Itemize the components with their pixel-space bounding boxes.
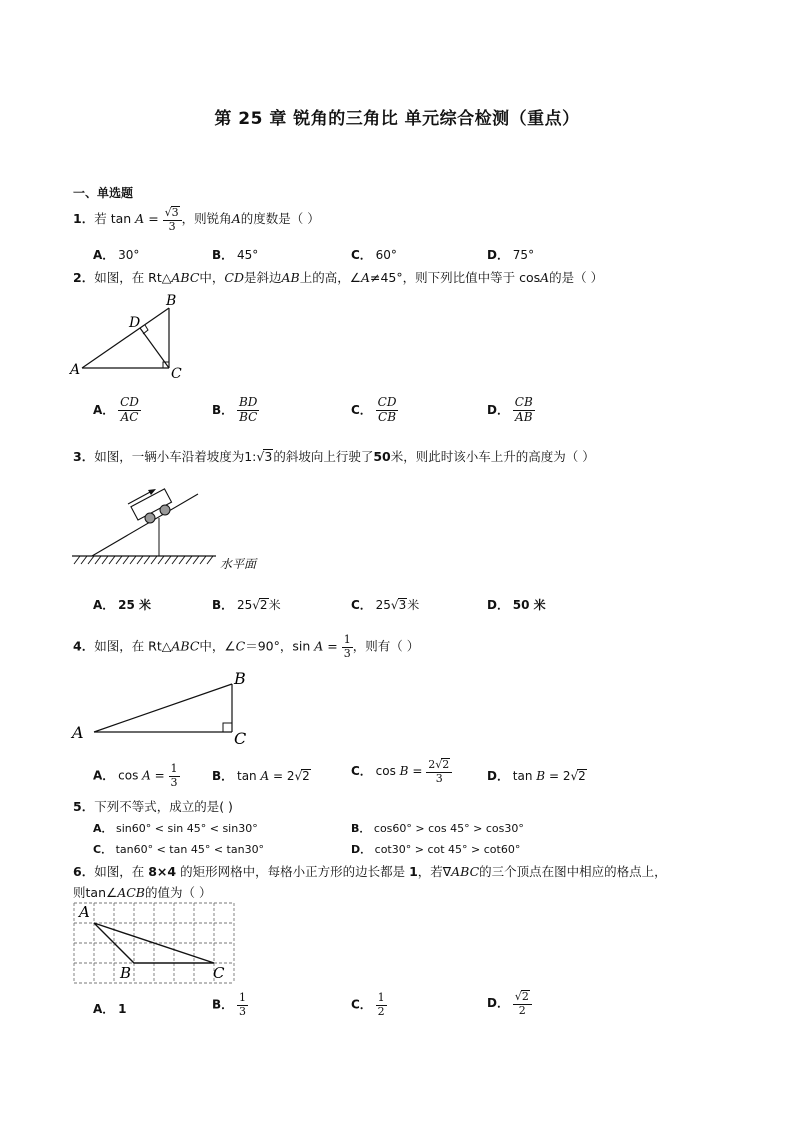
q5-option-a[interactable]: A． sin60° < sin 45° < sin30° — [93, 822, 258, 835]
question-4: 4．如图，在 Rt△ABC中，∠C＝90°，sin A = $\frac{1}{3}$ ，则有（ ） — [73, 633, 420, 660]
q5-option-c[interactable]: C． tan60° < tan 45° < tan30° — [93, 843, 265, 856]
q2-option-c[interactable]: C． $\frac{CD}{CB}$ — [351, 395, 397, 424]
question-6: 6．如图，在 8×4 的矩形网格中，每格小正方形的边长都是 1，若∇ABC的三个顶点在图中相应的格点上， — [73, 864, 667, 879]
question-5: 5．下列不等式，成立的是( ) — [73, 799, 233, 814]
vertex-c-label: C — [171, 366, 182, 382]
q1-option-b[interactable]: B． 45° — [212, 248, 259, 262]
q6-option-c[interactable]: C． $\frac{1}{2}$ — [351, 991, 385, 1018]
q1-option-d[interactable]: D． 75° — [487, 248, 535, 262]
question-2: 2．如图，在 Rt△ABC中，CD是斜边AB上的高，∠A≠45°，则下列比值中等于 cosA的是（ ） — [73, 270, 604, 285]
vertex-a-label: A — [79, 903, 90, 921]
question-6-line-2: 则tan∠ACB的值为（ ） — [73, 885, 212, 900]
vertex-b-label: B — [234, 669, 246, 688]
q4-option-a[interactable]: A． cos A = $\frac{1}{3}$ — [93, 762, 178, 789]
q2-option-d[interactable]: D． $\frac{CB}{AB}$ — [487, 395, 533, 424]
q3-option-b[interactable]: B． 25√2米 — [212, 598, 281, 612]
q3-option-d[interactable]: D． 50 米 — [487, 598, 546, 612]
q2-option-b[interactable]: B． $\frac{BD}{BC}$ — [212, 395, 258, 424]
q4-option-c[interactable]: C． cos B = $\frac{2√2}{3}$ — [351, 758, 452, 785]
q3-option-a[interactable]: A． 25 米 — [93, 598, 152, 612]
vertex-c-label: C — [213, 964, 225, 982]
q4-option-b[interactable]: B． tan A = 2√2 — [212, 769, 310, 783]
vertex-d-label: D — [129, 315, 141, 331]
section-heading: 一、单选题 — [73, 186, 134, 200]
q6-option-d[interactable]: D． $\frac{√2}{2}$ — [487, 990, 532, 1017]
ground-label: 水平面 — [220, 557, 257, 571]
vertex-b-label: B — [166, 293, 177, 309]
q5-option-b[interactable]: B． cos60° > cos 45° > cos30° — [351, 822, 524, 835]
q1-option-a[interactable]: A． 30° — [93, 248, 140, 262]
q5-option-d[interactable]: D． cot30° > cot 45° > cot60° — [351, 843, 521, 856]
q3-slope-figure — [68, 478, 268, 573]
question-3: 3．如图，一辆小车沿着坡度为1:√3的斜坡向上行驶了50米，则此时该小车上升的高度为（ ） — [73, 449, 595, 464]
q6-option-b[interactable]: B． $\frac{1}{3}$ — [212, 991, 246, 1018]
q3-option-c[interactable]: C． 25√3米 — [351, 598, 420, 612]
q2-option-a[interactable]: A． $\frac{CD}{AC}$ — [93, 395, 139, 424]
q4-option-d[interactable]: D． tan B = 2√2 — [487, 769, 586, 783]
q1-option-c[interactable]: C． 60° — [351, 248, 397, 262]
question-number: 1． — [73, 211, 95, 227]
fraction-sqrt3-over-3: $\frac{√3}{3}$ — [163, 206, 182, 233]
q6-grid-figure — [66, 898, 246, 986]
vertex-c-label: C — [234, 729, 247, 748]
vertex-a-label: A — [70, 362, 81, 378]
vertex-b-label: B — [120, 964, 132, 982]
vertex-a-label: A — [72, 723, 84, 742]
q6-option-a[interactable]: A． 1 — [93, 1002, 127, 1016]
q4-triangle-figure — [66, 668, 256, 750]
q2-triangle-figure — [66, 290, 196, 385]
question-1: 1．若 tan A = $\frac{√3}{3}$ ，则锐角A的度数是（ ） — [73, 206, 320, 233]
ground-hatch — [74, 556, 213, 564]
page-title: 第 25 章 锐角的三角比 单元综合检测（重点） — [214, 109, 580, 129]
